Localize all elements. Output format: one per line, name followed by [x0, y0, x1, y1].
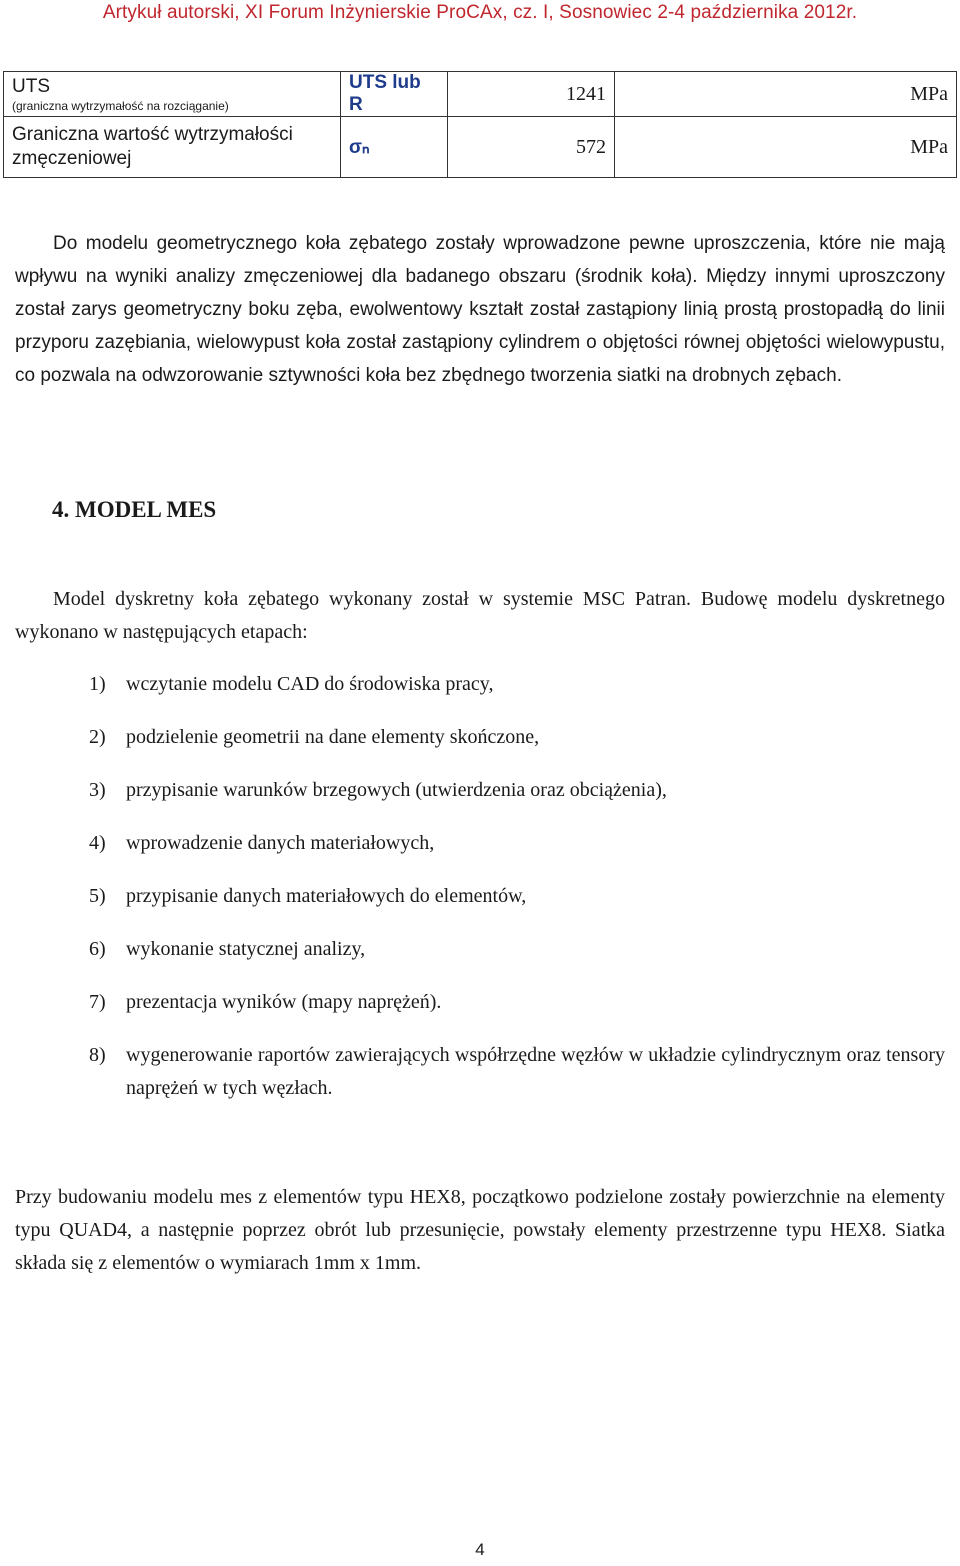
property-name: Graniczna wartość wytrzymałości zmęczeniowej	[12, 124, 293, 169]
steps-list	[15, 668, 945, 1125]
value-cell	[448, 72, 615, 117]
unit-cell	[615, 117, 957, 178]
property-name: UTS	[12, 76, 50, 97]
list-item	[15, 668, 945, 701]
list-text: podzielenie geometrii na dane elementy skończone,	[126, 726, 540, 748]
list-number: 3)	[89, 779, 106, 801]
paragraph-mesh: Przy budowaniu modelu mes z elementów typu HEX8, początkowo podzielone zostały powierzchnie na elementy typu QUAD4, a następnie poprzez obrót lub przesunięcie, powstały elementy przestrzenne typu HEX8. Siatka składa się z elementów o wymiarach 1mm x 1mm.	[15, 1186, 945, 1274]
list-number: 6)	[89, 938, 106, 960]
list-number: 8)	[89, 1044, 106, 1066]
list-number: 7)	[89, 991, 106, 1013]
list-item	[15, 933, 945, 966]
list-number: 4)	[89, 832, 106, 854]
section-heading: 4. MODEL MES	[52, 497, 217, 522]
list-text: wprowadzenie danych materiałowych,	[126, 832, 435, 854]
list-text: prezentacja wyników (mapy naprężeń).	[126, 991, 442, 1013]
symbol-cell	[341, 72, 448, 117]
list-text: wygenerowanie raportów zawierających współrzędne węzłów w układzie cylindrycznym oraz tensory naprężeń w tych węzłach.	[126, 1044, 945, 1099]
property-unit: MPa	[910, 135, 948, 158]
list-item	[15, 774, 945, 807]
list-number: 1)	[89, 673, 106, 695]
list-text: wykonanie statycznej analizy,	[126, 938, 366, 960]
list-item	[15, 1039, 945, 1105]
table-row	[4, 72, 957, 117]
property-value: 572	[576, 135, 606, 158]
list-text: przypisanie warunków brzegowych (utwierdzenia oraz obciążenia),	[126, 779, 667, 801]
property-unit: MPa	[910, 82, 948, 105]
property-name-cell	[4, 117, 341, 178]
property-value: 1241	[566, 82, 606, 105]
list-item	[15, 986, 945, 1019]
list-item	[15, 880, 945, 913]
table-row	[4, 117, 957, 178]
symbol-cell	[341, 117, 448, 178]
property-name-cell	[4, 72, 341, 117]
paragraph-model-intro: Model dyskretny koła zębatego wykonany został w systemie MSC Patran. Budowę modelu dyskretnego wykonano w następujących etapach:	[15, 588, 945, 643]
page-number: 4	[475, 1540, 485, 1559]
paragraph-simplifications: Do modelu geometrycznego koła zębatego zostały wprowadzone pewne uproszczenia, które nie mają wpływu na wyniki analizy zmęczeniowej dla badanego obszaru (środnik koła). Między innymi uproszczony został zarys geometryczny boku zęba, ewolwentowy kształt został zastąpiony linią prostą prostopadłą do linii przyporu zazębiania, wielowypust koła został zastąpiony cylindrem o objętości równej objętości wielowypustu, co pozwala na odwzorowanie sztywności koła bez zbędnego tworzenia siatki na drobnych zębach.	[15, 233, 945, 386]
material-properties-table	[3, 71, 957, 178]
list-number: 5)	[89, 885, 106, 907]
list-text: wczytanie modelu CAD do środowiska pracy,	[126, 673, 494, 695]
running-header: Artykuł autorski, XI Forum Inżynierskie ProCAx, cz. I, Sosnowiec 2-4 października 2012r.	[102, 2, 858, 23]
unit-cell	[615, 72, 957, 117]
list-number: 2)	[89, 726, 106, 748]
property-note: (graniczna wytrzymałość na rozciąganie)	[12, 99, 229, 113]
value-cell	[448, 117, 615, 178]
symbol-label: UTS lub R	[349, 72, 421, 115]
list-item	[15, 721, 945, 754]
symbol-label: σₙ	[349, 136, 370, 158]
list-text: przypisanie danych materiałowych do elementów,	[126, 885, 527, 907]
list-item	[15, 827, 945, 860]
